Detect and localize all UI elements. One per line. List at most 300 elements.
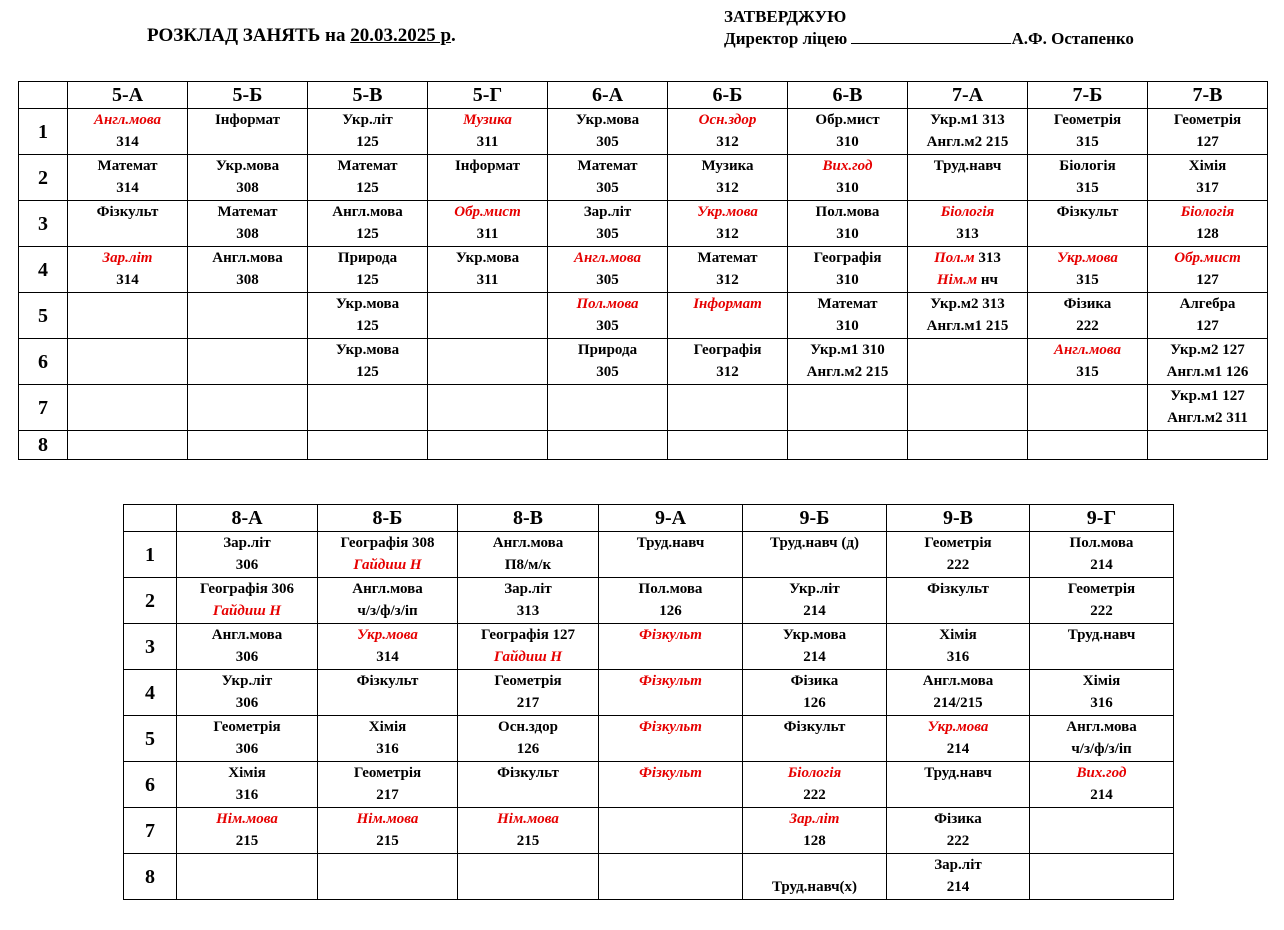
cell-text: Англ.мова <box>211 627 283 643</box>
cell-line <box>1148 177 1267 199</box>
highlighted-subject: Вих.год <box>822 158 873 174</box>
cell-text: Укр.м2 313 <box>930 296 1005 312</box>
cell-text: 126 <box>516 741 540 757</box>
cell-line <box>308 131 427 153</box>
class-header: 6-В <box>788 82 908 109</box>
cell-line <box>1028 177 1147 199</box>
cell-text: 316 <box>235 787 259 803</box>
lesson-row <box>124 762 1174 808</box>
cell-line <box>788 201 907 223</box>
cell-text: Геометрія <box>1053 112 1122 128</box>
class-header: 6-Б <box>668 82 788 109</box>
cell-text: Осн.здор <box>498 719 558 735</box>
schedule-cell <box>548 293 668 339</box>
cell-line <box>887 692 1029 714</box>
cell-line <box>318 600 457 622</box>
class-header: 5-Г <box>428 82 548 109</box>
cell-line <box>743 808 886 830</box>
cell-line <box>458 532 598 554</box>
header-row <box>124 505 1174 532</box>
cell-line <box>177 762 317 784</box>
schedule-cell <box>599 670 743 716</box>
cell-room: 313 <box>974 250 1001 266</box>
lesson-row <box>124 854 1174 900</box>
cell-line <box>668 109 787 131</box>
schedule-cell <box>1148 431 1268 460</box>
cell-line <box>668 223 787 245</box>
cell-line <box>308 201 427 223</box>
lesson-row <box>124 670 1174 716</box>
cell-line <box>1030 600 1173 622</box>
schedule-cell <box>458 808 599 854</box>
schedule-cell <box>743 532 887 578</box>
cell-text: 305 <box>596 318 619 334</box>
class-header: 5-Б <box>188 82 308 109</box>
highlighted-subject: Осн.здор <box>698 112 757 128</box>
schedule-cell <box>1028 431 1148 460</box>
cell-line <box>908 201 1027 223</box>
cell-text: Труд.навч(х) <box>771 879 858 895</box>
cell-line <box>1148 155 1267 177</box>
class-header: 5-А <box>68 82 188 109</box>
schedule-cell <box>68 293 188 339</box>
schedule-cell <box>68 247 188 293</box>
highlighted-subject: Фізкульт <box>639 765 702 781</box>
cell-line <box>1030 578 1173 600</box>
cell-text: 127 <box>1196 318 1219 334</box>
cell-text: 315 <box>1076 180 1099 196</box>
cell-line <box>1148 407 1267 429</box>
cell-line <box>318 670 457 692</box>
highlighted-subject: Біологія <box>940 204 995 220</box>
schedule-cell <box>1030 532 1174 578</box>
schedule-cell <box>599 762 743 808</box>
cell-line <box>1030 670 1173 692</box>
cell-text: 308 <box>236 226 259 242</box>
lesson-number: 7 <box>19 385 68 431</box>
cell-line <box>458 624 598 646</box>
lesson-number: 8 <box>124 854 177 900</box>
cell-line <box>188 269 307 291</box>
cell-text: Укр.мова <box>455 250 520 266</box>
cell-line <box>788 247 907 269</box>
cell-line <box>428 109 547 131</box>
cell-line <box>1028 269 1147 291</box>
cell-text: Укр.м1 313 <box>930 112 1005 128</box>
cell-text: Фізкульт <box>1056 204 1119 220</box>
schedule-cell <box>1148 339 1268 385</box>
cell-line <box>1028 109 1147 131</box>
cell-text: Хімія <box>1082 673 1121 689</box>
lesson-number: 2 <box>19 155 68 201</box>
cell-text: 314 <box>116 134 139 150</box>
cell-text: Математ <box>217 204 278 220</box>
cell-text: Англ.м2 215 <box>926 134 1009 150</box>
cell-text: Фізкульт <box>927 581 989 597</box>
schedule-cell <box>308 201 428 247</box>
cell-text: Фізика <box>934 811 982 827</box>
cell-text: 315 <box>1076 364 1099 380</box>
cell-line <box>788 223 907 245</box>
highlighted-subject: Інформат <box>693 296 762 312</box>
cell-text: 214/215 <box>933 695 983 711</box>
cell-line <box>177 554 317 576</box>
cell-line <box>743 830 886 852</box>
schedule-cell <box>668 155 788 201</box>
schedule-cell <box>908 201 1028 247</box>
cell-text: Труд.навч <box>636 535 705 551</box>
schedule-cell <box>428 109 548 155</box>
schedule-cell <box>1030 854 1174 900</box>
cell-line <box>1030 738 1173 760</box>
cell-line <box>318 624 457 646</box>
cell-line <box>68 177 187 199</box>
cell-line <box>668 269 787 291</box>
schedule-cell <box>318 624 458 670</box>
cell-text: 126 <box>803 695 826 711</box>
schedule-cell <box>743 624 887 670</box>
cell-text: ч/з/ф/з/іп <box>357 603 418 619</box>
lesson-number: 2 <box>124 578 177 624</box>
cell-text: Геометрія <box>1173 112 1242 128</box>
cell-line <box>599 670 742 692</box>
cell-line <box>318 784 457 806</box>
cell-text: 125 <box>356 226 379 242</box>
schedule-cell <box>668 431 788 460</box>
cell-line <box>1148 293 1267 315</box>
cell-text: Труд.навч <box>1067 627 1136 643</box>
lesson-row <box>19 247 1268 293</box>
cell-text: Математ <box>817 296 878 312</box>
cell-line <box>1030 692 1173 714</box>
cell-line <box>68 131 187 153</box>
schedule-cell <box>68 201 188 247</box>
cell-line <box>177 716 317 738</box>
highlighted-subject: Пол.мова <box>576 296 639 312</box>
cell-text: Геометрія <box>494 673 562 689</box>
schedule-cell <box>743 716 887 762</box>
cell-line <box>668 155 787 177</box>
cell-line <box>599 600 742 622</box>
cell-text: Англ.м1 126 <box>1166 364 1249 380</box>
cell-text: Англ.мова <box>212 250 283 266</box>
cell-line <box>668 131 787 153</box>
lesson-row <box>124 578 1174 624</box>
cell-text: 306 <box>235 649 259 665</box>
cell-line <box>308 155 427 177</box>
highlighted-subject: Укр.мова <box>697 204 758 220</box>
lesson-number: 1 <box>124 532 177 578</box>
cell-text: Пол.мова <box>815 204 880 220</box>
class-header: 7-Б <box>1028 82 1148 109</box>
cell-line <box>1148 339 1267 361</box>
cell-line <box>68 269 187 291</box>
highlighted-subject: Зар.літ <box>789 811 840 827</box>
cell-line <box>458 646 598 668</box>
cell-line <box>1030 762 1173 784</box>
cell-text: 222 <box>946 833 970 849</box>
cell-line <box>887 808 1029 830</box>
schedule-cell <box>788 385 908 431</box>
schedule-cell <box>887 808 1030 854</box>
cell-text: Природа <box>577 342 638 358</box>
highlighted-subject: Нім.м <box>937 272 978 288</box>
cell-text: Математ <box>577 158 638 174</box>
schedule-cell <box>908 339 1028 385</box>
cell-line <box>318 578 457 600</box>
cell-line <box>743 854 886 876</box>
cell-text: 314 <box>116 180 139 196</box>
schedule-cell <box>788 247 908 293</box>
cell-text: Математ <box>97 158 158 174</box>
cell-line <box>788 109 907 131</box>
schedule-cell <box>458 716 599 762</box>
cell-line <box>308 177 427 199</box>
schedule-cell <box>308 155 428 201</box>
cell-line <box>1028 361 1147 383</box>
cell-text: 306 <box>235 741 259 757</box>
cell-line <box>908 223 1027 245</box>
cell-text: 315 <box>1076 272 1099 288</box>
schedule-cell <box>1028 339 1148 385</box>
cell-line <box>887 830 1029 852</box>
cell-line <box>743 532 886 554</box>
schedule-cell <box>188 385 308 431</box>
cell-line <box>308 247 427 269</box>
highlighted-subject: Фізкульт <box>639 627 702 643</box>
cell-line <box>668 361 787 383</box>
highlighted-subject: Англ.мова <box>1054 342 1121 358</box>
class-header: 9-В <box>887 505 1030 532</box>
schedule-cell <box>177 716 318 762</box>
schedule-cell <box>188 339 308 385</box>
schedule-cell <box>1028 201 1148 247</box>
cell-text: 308 <box>236 180 259 196</box>
cell-text: 215 <box>516 833 540 849</box>
class-header: 9-Г <box>1030 505 1174 532</box>
cell-text: Математ <box>337 158 398 174</box>
corner-cell <box>19 82 68 109</box>
cell-line <box>887 554 1029 576</box>
schedule-cell <box>318 808 458 854</box>
schedule-cell <box>887 762 1030 808</box>
schedule-cell <box>908 109 1028 155</box>
highlighted-subject: Біологія <box>787 765 842 781</box>
cell-line <box>908 315 1027 337</box>
cell-line <box>1028 247 1147 269</box>
cell-line <box>177 784 317 806</box>
cell-text: 313 <box>516 603 540 619</box>
cell-line <box>308 293 427 315</box>
cell-line <box>458 578 598 600</box>
schedule-cell <box>887 532 1030 578</box>
lesson-row <box>19 385 1268 431</box>
cell-line <box>908 131 1027 153</box>
cell-text: 125 <box>356 272 379 288</box>
schedule-cell <box>68 339 188 385</box>
cell-text: Фізика <box>790 673 839 689</box>
cell-text: 128 <box>803 833 826 849</box>
cell-text: ч/з/ф/з/іп <box>1071 741 1132 757</box>
highlighted-subject: Вих.год <box>1076 765 1127 781</box>
schedule-cell <box>177 532 318 578</box>
cell-line <box>188 109 307 131</box>
cell-text: 315 <box>1076 134 1099 150</box>
class-header: 7-А <box>908 82 1028 109</box>
cell-text: Фізика <box>1063 296 1112 312</box>
class-header: 6-А <box>548 82 668 109</box>
class-header: 5-В <box>308 82 428 109</box>
schedule-cell <box>308 247 428 293</box>
cell-text: 125 <box>356 134 379 150</box>
schedule-cell <box>1030 716 1174 762</box>
cell-line <box>599 578 742 600</box>
schedule-cell <box>318 716 458 762</box>
cell-line <box>177 830 317 852</box>
cell-text: Укр.літ <box>221 673 273 689</box>
cell-line <box>318 554 457 576</box>
cell-line <box>308 223 427 245</box>
cell-line <box>188 155 307 177</box>
cell-line <box>1030 554 1173 576</box>
cell-line <box>548 339 667 361</box>
schedule-cell <box>428 201 548 247</box>
cell-line <box>743 784 886 806</box>
approval-block <box>724 6 1134 50</box>
cell-line <box>458 692 598 714</box>
cell-line <box>177 624 317 646</box>
schedule-cell <box>308 431 428 460</box>
schedule-cell <box>1148 293 1268 339</box>
cell-line <box>458 600 598 622</box>
cell-line <box>1030 784 1173 806</box>
cell-text: 306 <box>235 695 259 711</box>
cell-line <box>68 155 187 177</box>
approval-label: Директор ліцею <box>724 29 852 48</box>
cell-line <box>428 269 547 291</box>
cell-text: Укр.мова <box>215 158 280 174</box>
schedule-cell <box>548 339 668 385</box>
cell-line <box>887 716 1029 738</box>
cell-line <box>887 624 1029 646</box>
schedule-cell <box>548 109 668 155</box>
cell-text: Географія 306 <box>199 581 295 597</box>
cell-line <box>1148 109 1267 131</box>
schedule-cell <box>1030 808 1174 854</box>
title-prefix: РОЗКЛАД ЗАНЯТЬ на <box>147 25 351 46</box>
cell-line <box>599 532 742 554</box>
cell-text: 312 <box>716 364 739 380</box>
cell-text: 310 <box>836 134 859 150</box>
cell-line <box>1028 293 1147 315</box>
cell-line <box>548 315 667 337</box>
class-header: 8-А <box>177 505 318 532</box>
schedule-cell <box>177 624 318 670</box>
cell-line <box>548 269 667 291</box>
schedule-cell <box>318 762 458 808</box>
cell-line <box>428 131 547 153</box>
schedule-cell <box>458 578 599 624</box>
cell-text: Укр.мова <box>575 112 640 128</box>
cell-text: 312 <box>716 180 739 196</box>
cell-text: 222 <box>1090 603 1113 619</box>
schedule-cell <box>308 339 428 385</box>
cell-text: 215 <box>235 833 259 849</box>
schedule-cell <box>788 155 908 201</box>
cell-line <box>458 808 598 830</box>
schedule-cell <box>188 201 308 247</box>
schedule-cell <box>1030 762 1174 808</box>
cell-line <box>68 247 187 269</box>
class-header: 8-Б <box>318 505 458 532</box>
cell-text: Фізкульт <box>783 719 846 735</box>
schedule-cell <box>1148 109 1268 155</box>
schedule-cell <box>1030 670 1174 716</box>
cell-line <box>1148 361 1267 383</box>
cell-text: 311 <box>476 226 499 242</box>
cell-line <box>1148 385 1267 407</box>
lesson-row <box>19 109 1268 155</box>
cell-text: Англ.мова <box>922 673 994 689</box>
cell-line <box>908 269 1027 291</box>
cell-text: Зар.літ <box>934 857 982 873</box>
cell-text: Геометрія <box>1067 581 1136 597</box>
cell-line <box>743 716 886 738</box>
cell-text: 313 <box>956 226 979 242</box>
cell-line <box>548 293 667 315</box>
schedule-cell <box>318 670 458 716</box>
schedule-cell <box>668 109 788 155</box>
schedule-cell <box>177 670 318 716</box>
cell-line <box>788 177 907 199</box>
schedule-cell <box>668 201 788 247</box>
cell-text: Алгебра <box>1179 296 1236 312</box>
cell-line <box>743 670 886 692</box>
cell-text: Укр.мова <box>782 627 847 643</box>
cell-line <box>68 109 187 131</box>
schedule-cell <box>743 762 887 808</box>
cell-text: 312 <box>716 272 739 288</box>
cell-line <box>1028 315 1147 337</box>
schedule-cell <box>308 293 428 339</box>
cell-text: 314 <box>376 649 399 665</box>
cell-line <box>908 293 1027 315</box>
schedule-cell <box>548 155 668 201</box>
schedule-cell <box>887 854 1030 900</box>
cell-text: 310 <box>836 318 859 334</box>
cell-line <box>308 339 427 361</box>
cell-line <box>788 293 907 315</box>
schedule-cell <box>188 155 308 201</box>
cell-line <box>1028 131 1147 153</box>
cell-text: Музика <box>701 158 754 174</box>
lesson-number: 4 <box>124 670 177 716</box>
cell-text: Інформат <box>454 158 521 174</box>
cell-line <box>177 532 317 554</box>
lesson-row <box>19 155 1268 201</box>
highlighted-subject: Англ.мова <box>94 112 161 128</box>
cell-line <box>548 223 667 245</box>
lesson-number: 1 <box>19 109 68 155</box>
class-header: 8-В <box>458 505 599 532</box>
cell-line <box>68 201 187 223</box>
cell-text: 306 <box>235 557 259 573</box>
lesson-number: 5 <box>19 293 68 339</box>
highlighted-subject: Гайдиш Н <box>493 649 563 665</box>
cell-text: Фізкульт <box>96 204 159 220</box>
cell-text: 126 <box>659 603 682 619</box>
schedule-cell <box>68 109 188 155</box>
